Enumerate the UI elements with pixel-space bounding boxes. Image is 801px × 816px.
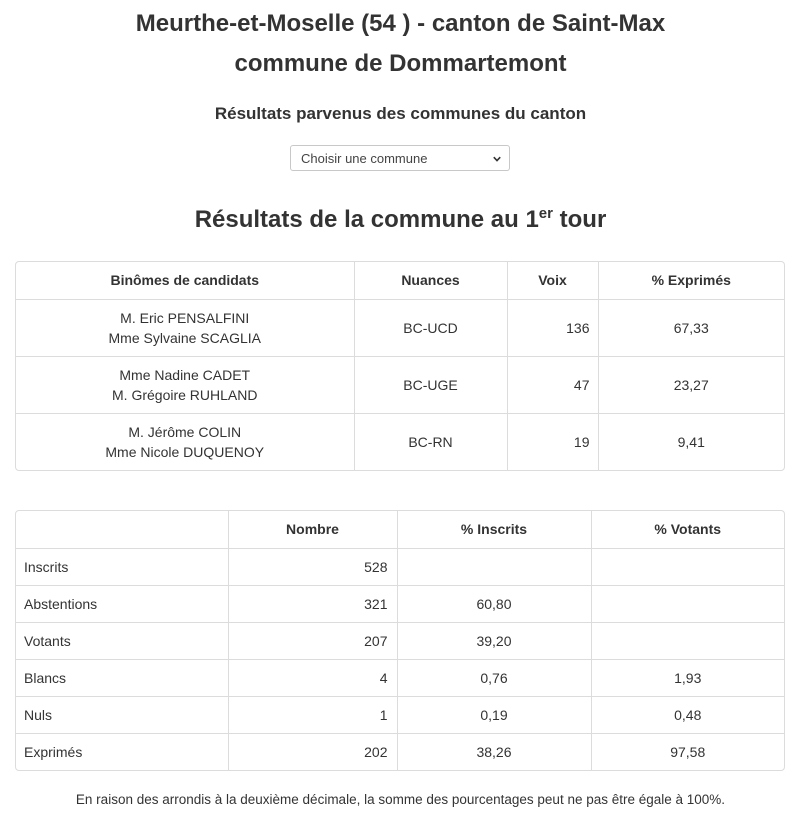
pct-votants-cell: 97,58 [670, 743, 706, 760]
column-header: % Exprimés [598, 262, 784, 299]
pct-inscrits-cell: 0,76 [397, 659, 591, 696]
column-header: % Votants [591, 511, 784, 548]
column-header: Voix [507, 262, 598, 299]
row-label: Exprimés [16, 733, 228, 770]
page-title-line1: Meurthe-et-Moselle (54 ) - canton de Saint-Max [135, 10, 666, 37]
pct-votants-cell [591, 585, 784, 622]
pct-inscrits-cell: 60,80 [397, 585, 591, 622]
nuance-cell: BC-UGE [354, 356, 507, 413]
column-header: % Inscrits [397, 511, 591, 548]
pct-votants-cell: 1,93 [591, 659, 784, 696]
row-label: Inscrits [16, 548, 228, 585]
table-row [16, 356, 784, 413]
table-row [16, 585, 784, 622]
pct-exprimes-cell: 9,41 [677, 433, 705, 450]
row-label: Votants [16, 622, 228, 659]
column-header: Nuances [354, 262, 507, 299]
results-title [0, 203, 801, 237]
results-title-sup: er [538, 205, 553, 222]
nombre-cell: 1 [228, 696, 397, 733]
candidate-name: M. Grégoire RUHLAND [112, 386, 258, 403]
pct-exprimes-cell: 67,33 [598, 299, 784, 356]
candidate-name: M. Jérôme COLIN [128, 423, 242, 440]
pct-inscrits-cell [397, 548, 591, 585]
results-title-end: tour [552, 206, 607, 233]
row-label: Abstentions [16, 585, 228, 622]
table-row [16, 733, 784, 770]
pct-inscrits-cell: 38,26 [397, 733, 591, 770]
chevron-down-icon [493, 155, 501, 163]
table-row [16, 413, 784, 470]
candidate-name: Mme Sylvaine SCAGLIA [108, 329, 261, 346]
table-row [16, 622, 784, 659]
table-row [16, 299, 784, 356]
table-row [16, 696, 784, 733]
candidate-pair [16, 413, 354, 470]
pct-votants-cell: 0,48 [591, 696, 784, 733]
candidate-pair [16, 356, 354, 413]
table-row [16, 659, 784, 696]
table-header-row [16, 511, 784, 548]
nuance-cell: BC-UCD [354, 299, 507, 356]
voix-cell: 136 [507, 299, 598, 356]
voix-cell: 19 [507, 413, 598, 470]
nombre-cell: 528 [228, 548, 397, 585]
commune-select-value: Choisir une commune [301, 151, 428, 166]
rounding-note: En raison des arrondis à la deuxième décimale, la somme des pourcentages peut ne pas être égale à 100%. [75, 792, 726, 807]
page-title-line2: commune de Dommartemont [234, 50, 567, 77]
nombre-cell: 4 [228, 659, 397, 696]
pct-inscrits-cell: 39,20 [397, 622, 591, 659]
candidate-name: Mme Nicole DUQUENOY [105, 443, 265, 460]
column-header: Binômes de candidats [16, 262, 354, 299]
nuance-cell: BC-RN [354, 413, 507, 470]
pct-inscrits-cell: 0,19 [397, 696, 591, 733]
row-label: Nuls [16, 696, 228, 733]
pct-votants-cell [591, 622, 784, 659]
table-header-row [16, 262, 784, 299]
stats-table [15, 510, 785, 771]
candidate-name: Mme Nadine CADET [119, 366, 251, 383]
commune-select[interactable] [290, 145, 510, 171]
section-subtitle: Résultats parvenus des communes du canton [214, 104, 587, 123]
pct-exprimes-cell: 23,27 [598, 356, 784, 413]
voix-cell: 47 [507, 356, 598, 413]
nombre-cell: 207 [228, 622, 397, 659]
results-title-text: Résultats de la commune au 1 [194, 206, 539, 233]
nombre-cell: 321 [228, 585, 397, 622]
candidates-table [15, 261, 785, 471]
row-label: Blancs [16, 659, 228, 696]
pct-votants-cell [591, 548, 784, 585]
candidate-name: M. Eric PENSALFINI [120, 309, 250, 326]
column-header [16, 511, 228, 548]
table-row [16, 548, 784, 585]
candidate-pair [16, 299, 354, 356]
column-header: Nombre [228, 511, 397, 548]
nombre-cell: 202 [228, 733, 397, 770]
